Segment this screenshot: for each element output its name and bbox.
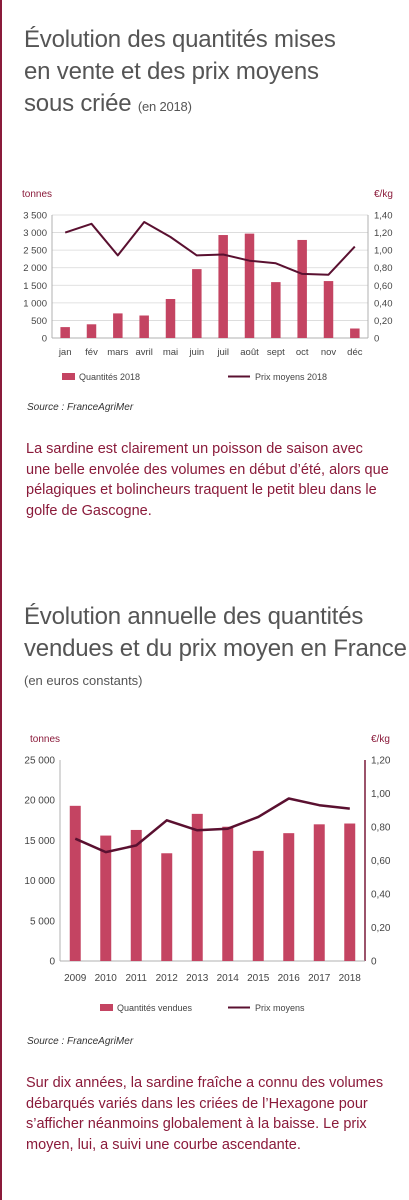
chart1-bar bbox=[297, 240, 306, 338]
chart1-y2tick: 0,40 bbox=[374, 298, 393, 310]
chart1-title-line2: en vente et des prix moyens bbox=[24, 58, 319, 85]
chart2-bar bbox=[70, 806, 81, 961]
chart1-y2tick: 0,80 bbox=[374, 263, 393, 275]
chart1-y2tick: 0,60 bbox=[374, 280, 393, 292]
chart2-bar bbox=[283, 833, 294, 961]
chart2-y2tick: 0,20 bbox=[371, 923, 391, 934]
chart1-bar bbox=[60, 327, 69, 338]
chart2-legend-bar-swatch bbox=[100, 1004, 113, 1011]
chart1-xtick: nov bbox=[320, 347, 337, 358]
chart1-bar bbox=[245, 234, 254, 338]
chart1-ytick: 500 bbox=[31, 315, 47, 327]
chart2-ytick: 20 000 bbox=[24, 795, 55, 807]
chart1-legend-bar-label: Quantités 2018 bbox=[79, 372, 141, 382]
chart2-bar bbox=[314, 824, 325, 961]
chart1-y2tick: 0 bbox=[374, 333, 380, 345]
chart2-xtick: 2015 bbox=[247, 973, 270, 984]
chart1-source: Source : FranceAgriMer bbox=[27, 402, 134, 413]
chart2-y2label: €/kg bbox=[371, 734, 390, 745]
chart1-ytick: 2 500 bbox=[23, 245, 47, 257]
chart2-title-line2: vendues et du prix moyen en France bbox=[24, 635, 407, 662]
chart2-bar bbox=[192, 814, 203, 961]
chart2-y2tick: 0,80 bbox=[371, 822, 391, 834]
chart1-legend-line-label: Prix moyens 2018 bbox=[255, 372, 328, 382]
chart1-xtick: août bbox=[240, 347, 259, 358]
chart2-source: Source : FranceAgriMer bbox=[27, 1036, 134, 1047]
chart2-legend-line-label: Prix moyens bbox=[255, 1003, 305, 1013]
chart1-legend-bar-swatch bbox=[62, 373, 75, 380]
chart1-xtick: jan bbox=[58, 347, 72, 358]
chart2-y2tick: 1,20 bbox=[371, 755, 391, 767]
chart2-bar bbox=[100, 836, 111, 961]
chart1-ytick: 2 000 bbox=[23, 263, 47, 275]
chart2-xtick: 2016 bbox=[277, 973, 300, 984]
chart2-xtick: 2013 bbox=[186, 973, 209, 984]
chart1-bar bbox=[350, 329, 359, 338]
chart1-y2tick: 1,20 bbox=[374, 228, 393, 240]
chart2-bar bbox=[344, 824, 355, 961]
chart1-bar bbox=[192, 269, 201, 338]
chart2-svg bbox=[0, 728, 409, 1018]
chart2-paragraph: Sur dix années, la sardine fraîche a connu des volumes débarqués variés dans les criées de l’Hexagone pour s’afficher néanmoins globalement à la baisse. Le prix moyen, lui, a suivi une courbe ascendante. bbox=[26, 1075, 384, 1153]
chart1-ylabel: tonnes bbox=[22, 189, 53, 200]
chart2-xtick: 2017 bbox=[308, 973, 331, 984]
chart2-title bbox=[24, 601, 407, 665]
chart1-ytick: 1 500 bbox=[23, 280, 47, 292]
chart1-svg bbox=[0, 180, 409, 410]
chart2-price-line bbox=[75, 799, 350, 853]
chart1-ytick: 0 bbox=[41, 333, 47, 345]
chart1-title-line3: sous criée bbox=[24, 90, 132, 117]
chart1-xtick: déc bbox=[347, 347, 363, 358]
chart1-y2tick: 1,00 bbox=[374, 245, 393, 257]
chart1-xtick: sept bbox=[266, 347, 285, 358]
chart2-xtick: 2009 bbox=[64, 973, 87, 984]
chart2-ytick: 10 000 bbox=[24, 876, 55, 888]
chart2-ytick: 25 000 bbox=[24, 755, 55, 767]
chart1-price-line bbox=[65, 222, 355, 275]
chart1-xtick: avril bbox=[135, 347, 153, 358]
chart2-xtick: 2012 bbox=[155, 973, 178, 984]
chart1-bar bbox=[218, 235, 227, 338]
chart1-title-line1: Évolution des quantités mises bbox=[24, 26, 336, 53]
chart1-y2tick: 0,20 bbox=[374, 315, 393, 327]
chart1-bar bbox=[113, 313, 122, 338]
chart2-bar bbox=[253, 851, 264, 961]
chart2-ytick: 15 000 bbox=[24, 835, 55, 847]
chart1-xtick: mai bbox=[162, 347, 179, 358]
chart1-title-note: (en 2018) bbox=[137, 99, 192, 114]
chart2-y2tick: 0,60 bbox=[371, 856, 391, 867]
chart1-ytick: 1 000 bbox=[23, 298, 47, 310]
chart2-xtick: 2018 bbox=[338, 973, 361, 984]
chart2-bar bbox=[131, 830, 142, 961]
chart1-title bbox=[24, 24, 336, 123]
chart1-xtick: juin bbox=[189, 347, 205, 358]
chart2-title-line1: Évolution annuelle des quantités bbox=[24, 603, 364, 630]
chart2-xtick: 2014 bbox=[216, 973, 239, 984]
chart2-legend-bar-label: Quantités vendues bbox=[117, 1003, 193, 1013]
chart2-bar bbox=[222, 827, 233, 961]
chart1-xtick: oct bbox=[295, 347, 309, 358]
chart1-xtick: fév bbox=[85, 347, 98, 358]
chart1-y2label: €/kg bbox=[374, 189, 393, 200]
chart2-ylabel: tonnes bbox=[30, 734, 61, 745]
chart1-y2tick: 1,40 bbox=[374, 210, 393, 222]
chart2-ytick: 5 000 bbox=[29, 916, 55, 928]
chart2-bar bbox=[161, 853, 172, 961]
chart2-xtick: 2011 bbox=[125, 973, 148, 984]
chart2-subtitle: (en euros constants) bbox=[24, 673, 143, 688]
chart1-ytick: 3 000 bbox=[23, 228, 47, 240]
chart1-xtick: mars bbox=[107, 347, 129, 358]
chart2-y2tick: 1,00 bbox=[371, 789, 391, 800]
chart1-bar bbox=[271, 282, 280, 338]
chart1-bar bbox=[87, 324, 96, 338]
chart2-y2tick: 0,40 bbox=[371, 889, 391, 901]
chart1-paragraph: La sardine est clairement un poisson de saison avec une belle envolée des volumes en début d’été, alors que pélagiques et bolincheurs traquent le petit bleu dans le golfe de Gascogne. bbox=[26, 441, 389, 519]
chart1-bar bbox=[139, 316, 148, 338]
chart1-ytick: 3 500 bbox=[23, 210, 47, 222]
chart1-xtick: juil bbox=[217, 347, 229, 358]
chart2-y2tick: 0 bbox=[371, 956, 377, 968]
chart1-bar bbox=[324, 281, 333, 338]
chart2-ytick: 0 bbox=[49, 956, 55, 968]
chart1-bar bbox=[166, 299, 175, 338]
chart2-xtick: 2010 bbox=[94, 973, 117, 984]
